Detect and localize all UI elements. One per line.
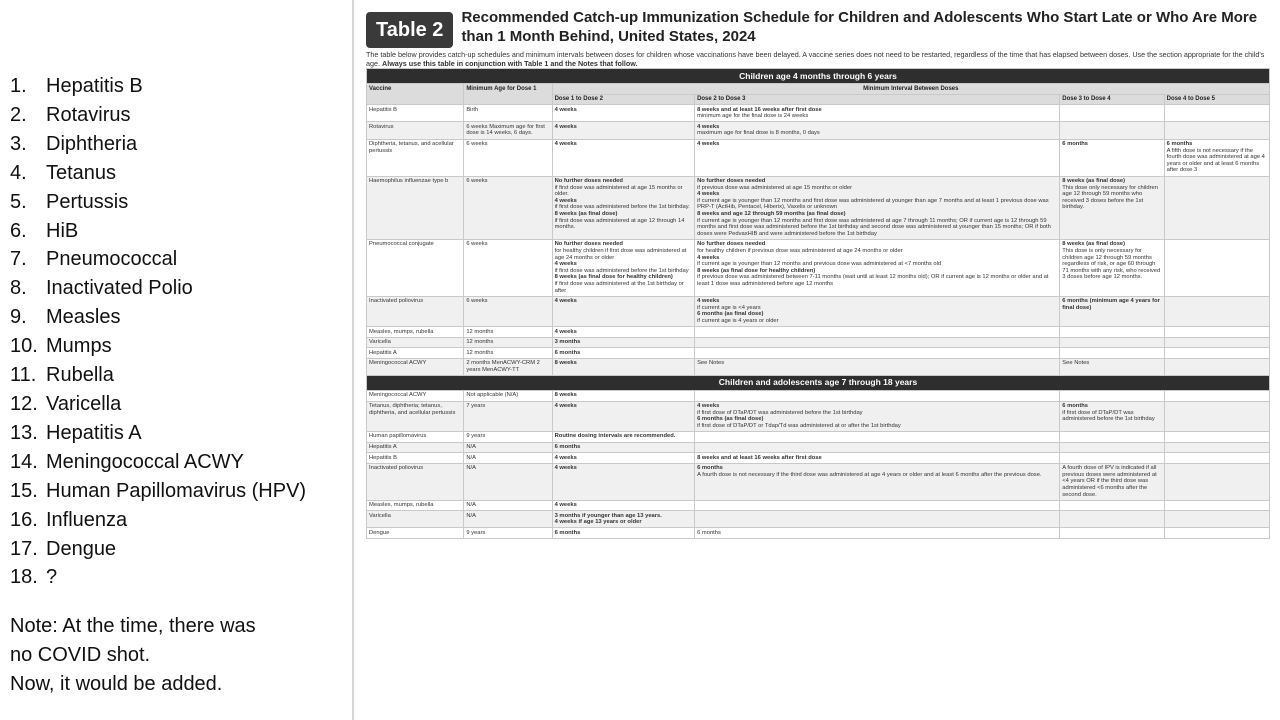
cell-interval-d12 xyxy=(552,296,694,326)
table-row xyxy=(367,327,1270,338)
interval-text: 6 months xyxy=(697,529,721,536)
interval-bold: 6 months xyxy=(554,529,581,536)
cell-interval-d12 xyxy=(552,442,694,453)
left-panel xyxy=(10,72,350,699)
interval-bold: 3 months xyxy=(554,339,581,346)
cell-interval-d45 xyxy=(1164,176,1269,239)
list-item-label: Diphtheria xyxy=(46,132,138,155)
interval-text: if current age is younger than 12 months and first dose was administered at age 7 through 11 months; OR if current age is 12 through 59 months and first dose was administered before the 1st birthday and second dose was administered at younger than 15 months; OR if both doses were PedvaxHIB and were administered before the 1st birthday xyxy=(697,217,1051,237)
interval-text: if first dose was administered at the 1st birthday or after xyxy=(554,280,684,294)
cell-interval-d45 xyxy=(1164,358,1269,375)
list-item xyxy=(10,448,350,477)
cell-interval-d34 xyxy=(1060,463,1164,500)
interval-text: This dose only necessary for children age 12 through 59 months who received 3 doses before the 1st birthday. xyxy=(1062,184,1158,211)
cell-vaccine: Varicella xyxy=(367,337,464,348)
vaccine-list xyxy=(10,72,350,592)
cell-vaccine: Dengue xyxy=(367,528,464,539)
cell-interval-d45 xyxy=(1164,463,1269,500)
cell-interval-d45 xyxy=(1164,453,1269,464)
cell-min-age: 12 months xyxy=(464,327,552,338)
interval-text: maximum age for final dose is 8 months, 0 days xyxy=(697,130,820,137)
cell-interval-d34 xyxy=(1060,442,1164,453)
cell-interval-d12 xyxy=(552,176,694,239)
interval-bold: 6 months xyxy=(554,349,581,356)
interval-text: A fourth dose is not necessary if the third dose was administered at age 4 years or older and at least 6 months after the previous dose. xyxy=(697,471,1042,478)
cell-interval-d34 xyxy=(1060,139,1164,176)
document-intro xyxy=(366,50,1270,68)
cell-interval-d12 xyxy=(552,431,694,442)
cell-vaccine: Rotavirus xyxy=(367,122,464,139)
cell-interval-d34 xyxy=(1060,401,1164,431)
interval-text: See Notes xyxy=(697,360,725,367)
interval-bold: 6 months xyxy=(1062,403,1089,410)
cell-interval-d23 xyxy=(695,239,1060,296)
cell-interval-d12 xyxy=(552,528,694,539)
cell-interval-d34 xyxy=(1060,122,1164,139)
cell-interval-d34 xyxy=(1060,348,1164,359)
interval-text: if first dose was administered at age 15 months or older. xyxy=(554,184,683,198)
list-item-number: 13. xyxy=(10,421,38,444)
interval-bold: 8 weeks (as final dose for healthy children) xyxy=(697,267,816,274)
header-dose-2-3: Dose 2 to Dose 3 xyxy=(695,94,1060,105)
interval-text: if previous dose was administered at age 15 months or older xyxy=(697,184,853,191)
cell-interval-d23 xyxy=(695,105,1060,122)
header-dose-4-5: Dose 4 to Dose 5 xyxy=(1164,94,1269,105)
interval-text: if previous dose was administered between 7-11 months (wait until at least 12 months old); OR if current age is 12 months or older and at least 1 dose was administered before age 12 months xyxy=(697,274,1049,287)
interval-text: if first dose of DTaP/DT was administered before the 1st birthday xyxy=(1062,409,1155,423)
cell-min-age: N/A xyxy=(464,453,552,464)
list-item-number: 17. xyxy=(10,537,38,560)
interval-bold: 6 months (as final dose) xyxy=(697,311,764,318)
table-row xyxy=(367,463,1270,500)
cell-interval-d23 xyxy=(695,139,1060,176)
list-item-number: 18. xyxy=(10,566,38,589)
schedule-table xyxy=(366,68,1270,539)
table-row xyxy=(367,431,1270,442)
interval-bold: 8 weeks xyxy=(554,360,577,367)
interval-bold: No further doses needed xyxy=(697,178,766,185)
table-row xyxy=(367,239,1270,296)
cell-min-age: 6 weeks xyxy=(464,176,552,239)
table-row xyxy=(367,442,1270,453)
cell-interval-d34 xyxy=(1060,296,1164,326)
cell-interval-d34 xyxy=(1060,528,1164,539)
list-item-label: Rotavirus xyxy=(46,103,131,126)
cell-min-age: N/A xyxy=(464,500,552,511)
list-item xyxy=(10,477,350,506)
cell-interval-d34 xyxy=(1060,500,1164,511)
interval-text: if current age is <4 years xyxy=(697,304,761,311)
list-item xyxy=(10,361,350,390)
interval-bold: 8 weeks and at least 16 weeks after first dose xyxy=(697,106,822,113)
interval-bold: 6 months xyxy=(554,444,581,451)
cell-vaccine: Hepatitis B xyxy=(367,105,464,122)
interval-bold: 4 weeks xyxy=(554,328,577,335)
interval-bold: 4 weeks xyxy=(554,403,577,410)
cell-interval-d12 xyxy=(552,348,694,359)
cell-interval-d23 xyxy=(695,176,1060,239)
list-item-number: 11. xyxy=(10,364,37,387)
list-item-number: 9. xyxy=(10,306,27,329)
cell-interval-d23 xyxy=(695,500,1060,511)
note-line-1: Note: At the time, there was xyxy=(10,615,256,638)
interval-bold: 8 weeks (as final dose) xyxy=(1062,241,1126,248)
interval-bold: 6 months xyxy=(1062,141,1089,148)
cell-vaccine: Hepatitis A xyxy=(367,348,464,359)
cell-min-age: 2 months MenACWY-CRM 2 years MenACWY-TT xyxy=(464,358,552,375)
section-band-young xyxy=(367,69,1270,84)
cell-vaccine: Human papillomavirus xyxy=(367,431,464,442)
cell-interval-d23 xyxy=(695,401,1060,431)
interval-bold: 6 months (as final dose) xyxy=(697,416,764,423)
list-item xyxy=(10,303,350,332)
cell-interval-d23 xyxy=(695,296,1060,326)
list-item-label: Pertussis xyxy=(46,190,129,213)
cell-interval-d23 xyxy=(695,528,1060,539)
cell-interval-d23 xyxy=(695,358,1060,375)
interval-bold: No further doses needed xyxy=(697,241,766,248)
header-vaccine: Vaccine xyxy=(367,84,464,105)
section-band-older xyxy=(367,375,1270,390)
cell-vaccine: Diphtheria, tetanus, and acellular pertussis xyxy=(367,139,464,176)
list-item xyxy=(10,188,350,217)
interval-bold: 4 weeks xyxy=(697,298,720,305)
interval-bold: 8 weeks and age 12 through 59 months (as final dose) xyxy=(697,211,846,217)
list-item-label: Hepatitis B xyxy=(46,75,143,97)
list-item-number: 6. xyxy=(10,219,27,242)
cell-interval-d45 xyxy=(1164,401,1269,431)
interval-bold: No further doses needed xyxy=(554,241,623,248)
cell-interval-d12 xyxy=(552,122,694,139)
list-item xyxy=(10,535,350,564)
list-item xyxy=(10,274,350,303)
list-item-number: 2. xyxy=(10,103,27,126)
list-item-label: Pneumococcal xyxy=(46,248,178,271)
cell-vaccine: Hepatitis B xyxy=(367,453,464,464)
cell-min-age: N/A xyxy=(464,511,552,528)
list-item-label: Mumps xyxy=(46,335,112,358)
table-row xyxy=(367,390,1270,401)
list-item-label: Varicella xyxy=(46,392,122,415)
list-item-number: 5. xyxy=(10,190,27,213)
interval-bold: 4 weeks xyxy=(554,123,577,130)
cell-interval-d34 xyxy=(1060,358,1164,375)
cell-min-age: 6 weeks xyxy=(464,296,552,326)
interval-bold: 6 months (minimum age 4 years for final dose) xyxy=(1062,298,1160,311)
cell-min-age: 12 months xyxy=(464,337,552,348)
interval-bold: 8 weeks xyxy=(554,392,577,399)
cell-interval-d45 xyxy=(1164,327,1269,338)
cell-interval-d45 xyxy=(1164,348,1269,359)
list-item-label: Measles xyxy=(46,306,121,329)
table-row xyxy=(367,296,1270,326)
interval-bold: 8 weeks (as final dose) xyxy=(554,211,618,217)
cell-interval-d45 xyxy=(1164,442,1269,453)
document-title: Recommended Catch-up Immunization Schedule for Children and Adolescents Who Start Late or Who Are More than 1 Month Behind, United States, 2024 xyxy=(461,9,1258,45)
interval-bold: 4 weeks xyxy=(697,191,720,198)
intro-text: The table below provides catch-up schedules and minimum intervals between doses for children whose vaccinations have been delayed. A vaccine series does not need to be restarted, regardless of the time that has elapsed between doses. Use the section appropriate for the child's age. xyxy=(366,50,1265,68)
list-item xyxy=(10,217,350,246)
interval-bold: 4 weeks xyxy=(554,298,577,305)
section-title: Children age 4 months through 6 years xyxy=(367,69,1270,84)
cell-interval-d45 xyxy=(1164,239,1269,296)
cell-vaccine: Inactivated poliovirus xyxy=(367,463,464,500)
list-item-label: Influenza xyxy=(46,508,128,531)
interval-bold: 4 weeks if age 13 years or older xyxy=(554,519,642,526)
list-item-label: Dengue xyxy=(46,537,117,560)
interval-bold: 4 weeks xyxy=(554,465,577,472)
cell-interval-d45 xyxy=(1164,500,1269,511)
list-item-number: 4. xyxy=(10,161,27,184)
interval-text: This dose is only necessary for children age 12 through 59 months regardless of risk, or age 60 through 71 months with any risk, who received 3 doses before age 12 months. xyxy=(1062,247,1161,281)
list-item-label: Inactivated Polio xyxy=(46,277,193,300)
list-item xyxy=(10,245,350,274)
interval-bold: 4 weeks xyxy=(697,123,720,130)
cell-interval-d23 xyxy=(695,337,1060,348)
cell-interval-d12 xyxy=(552,401,694,431)
interval-text: if current age is younger than 12 months and previous dose was administered at <7 months old xyxy=(697,261,942,268)
cell-min-age: N/A xyxy=(464,442,552,453)
cell-vaccine: Measles, mumps, rubella xyxy=(367,327,464,338)
cell-interval-d12 xyxy=(552,500,694,511)
interval-bold: 8 weeks (as final dose for healthy children) xyxy=(554,274,673,281)
interval-bold: 4 weeks xyxy=(554,454,577,461)
list-item xyxy=(10,332,350,361)
cell-interval-d34 xyxy=(1060,239,1164,296)
list-item-label: Tetanus xyxy=(46,161,117,184)
note xyxy=(10,612,350,699)
interval-bold: 4 weeks xyxy=(697,141,720,148)
cell-vaccine: Haemophilus influenzae type b xyxy=(367,176,464,239)
table-row xyxy=(367,337,1270,348)
document-header xyxy=(366,8,1270,48)
list-item xyxy=(10,390,350,419)
cell-interval-d45 xyxy=(1164,337,1269,348)
list-item-number: 15. xyxy=(10,479,38,502)
cell-vaccine: Tetanus, diphtheria; tetanus, diphtheria, and acellular pertussis xyxy=(367,401,464,431)
cell-vaccine: Meningococcal ACWY xyxy=(367,358,464,375)
list-item xyxy=(10,130,350,159)
list-item xyxy=(10,72,350,101)
interval-bold: 6 months xyxy=(1166,141,1193,148)
cell-interval-d34 xyxy=(1060,327,1164,338)
interval-text: if current age is 4 years or older xyxy=(697,317,779,324)
cell-interval-d12 xyxy=(552,358,694,375)
interval-text: A fourth dose of IPV is indicated if all previous doses were administered at <4 years OR if the third dose was administered <6 months after the second dose. xyxy=(1062,465,1157,498)
cell-interval-d45 xyxy=(1164,105,1269,122)
interval-text: if first dose of DTaP/DT was administered before the 1st birthday xyxy=(697,409,863,416)
cell-vaccine: Measles, mumps, rubella xyxy=(367,500,464,511)
cell-min-age: 9 years xyxy=(464,431,552,442)
interval-bold: Routine dosing intervals are recommended. xyxy=(554,433,676,440)
interval-bold: 6 months xyxy=(697,465,723,472)
table-row xyxy=(367,500,1270,511)
list-item-label: Meningococcal ACWY xyxy=(46,450,244,473)
list-item xyxy=(10,101,350,130)
cell-interval-d45 xyxy=(1164,528,1269,539)
interval-text: for healthy children if previous dose was administered at age 24 months or older xyxy=(697,247,903,254)
header-min-age: Minimum Age for Dose 1 xyxy=(464,84,552,105)
table-row xyxy=(367,176,1270,239)
interval-bold: 3 months if younger than age 13 years. xyxy=(554,512,662,519)
catch-up-schedule-document xyxy=(352,0,1280,720)
cell-interval-d12 xyxy=(552,511,694,528)
table-row xyxy=(367,105,1270,122)
cell-min-age: 6 weeks xyxy=(464,239,552,296)
table-row xyxy=(367,528,1270,539)
cell-interval-d12 xyxy=(552,453,694,464)
cell-interval-d23 xyxy=(695,327,1060,338)
cell-min-age: 12 months xyxy=(464,348,552,359)
interval-text: if first dose was administered before the 1st birthday xyxy=(554,267,689,274)
cell-vaccine: Varicella xyxy=(367,511,464,528)
cell-interval-d45 xyxy=(1164,431,1269,442)
list-item-label: ? xyxy=(46,566,58,589)
list-item xyxy=(10,159,350,188)
interval-bold: 8 weeks (as final dose) xyxy=(1062,178,1126,185)
cell-vaccine: Meningococcal ACWY xyxy=(367,390,464,401)
list-item-label: Rubella xyxy=(46,364,114,387)
column-header-row xyxy=(367,84,1270,95)
interval-text: if first dose was administered before the 1st birthday. xyxy=(554,204,690,211)
cell-interval-d34 xyxy=(1060,390,1164,401)
list-item-label: Human Papillomavirus (HPV) xyxy=(46,479,307,502)
cell-min-age: 6 weeks xyxy=(464,139,552,176)
cell-interval-d23 xyxy=(695,442,1060,453)
list-item-number: 10. xyxy=(10,335,38,358)
intro-bold-text: Always use this table in conjunction with Table 1 and the Notes that follow. xyxy=(382,59,638,68)
cell-interval-d23 xyxy=(695,431,1060,442)
cell-interval-d45 xyxy=(1164,139,1269,176)
cell-interval-d23 xyxy=(695,511,1060,528)
cell-interval-d12 xyxy=(552,105,694,122)
cell-interval-d12 xyxy=(552,239,694,296)
table-row xyxy=(367,139,1270,176)
section-title: Children and adolescents age 7 through 18 years xyxy=(367,375,1270,390)
note-line-2: no COVID shot. xyxy=(10,644,151,667)
cell-interval-d34 xyxy=(1060,511,1164,528)
cell-interval-d45 xyxy=(1164,511,1269,528)
cell-min-age: 6 weeks Maximum age for first dose is 14 weeks, 6 days. xyxy=(464,122,552,139)
list-item xyxy=(10,563,350,592)
table-row xyxy=(367,401,1270,431)
cell-interval-d23 xyxy=(695,348,1060,359)
list-item-number: 16. xyxy=(10,508,38,531)
cell-interval-d12 xyxy=(552,390,694,401)
list-item-number: 7. xyxy=(10,248,27,271)
interval-bold: No further doses needed xyxy=(554,178,623,185)
list-item-number: 8. xyxy=(10,277,27,300)
interval-text: if first dose of DTaP/DT or Tdap/Td was administered at or after the 1st birthday xyxy=(697,422,901,429)
cell-vaccine: Inactivated poliovirus xyxy=(367,296,464,326)
cell-interval-d34 xyxy=(1060,431,1164,442)
cell-interval-d34 xyxy=(1060,337,1164,348)
interval-bold: 4 weeks xyxy=(554,141,577,148)
cell-interval-d23 xyxy=(695,463,1060,500)
table-badge: Table 2 xyxy=(366,12,453,48)
cell-interval-d23 xyxy=(695,390,1060,401)
cell-interval-d45 xyxy=(1164,390,1269,401)
cell-min-age: 9 years xyxy=(464,528,552,539)
table-row xyxy=(367,348,1270,359)
cell-interval-d34 xyxy=(1060,105,1164,122)
cell-interval-d23 xyxy=(695,122,1060,139)
header-dose-1-2: Dose 1 to Dose 2 xyxy=(552,94,694,105)
table-row xyxy=(367,358,1270,375)
header-min-interval: Minimum Interval Between Doses xyxy=(552,84,1269,95)
interval-bold: 4 weeks xyxy=(697,403,720,410)
list-item-label: HiB xyxy=(46,219,79,242)
cell-interval-d45 xyxy=(1164,296,1269,326)
cell-vaccine: Hepatitis A xyxy=(367,442,464,453)
interval-bold: 4 weeks xyxy=(554,197,577,204)
list-item xyxy=(10,419,350,448)
cell-vaccine: Pneumococcal conjugate xyxy=(367,239,464,296)
interval-text: if current age is younger than 12 months and first dose was administered at younger than age 7 months and at least 1 previous dose was PRP-T (ActHib, Pentacel, Hiberix), Vaxelis or unknown xyxy=(697,197,1049,211)
cell-interval-d34 xyxy=(1060,453,1164,464)
table-row xyxy=(367,453,1270,464)
list-item-number: 3. xyxy=(10,132,27,155)
cell-interval-d12 xyxy=(552,327,694,338)
cell-min-age: Birth xyxy=(464,105,552,122)
interval-bold: 4 weeks xyxy=(697,254,720,261)
table-row xyxy=(367,511,1270,528)
cell-interval-d45 xyxy=(1164,122,1269,139)
interval-text: minimum age for the final dose is 24 weeks xyxy=(697,113,809,120)
cell-min-age: N/A xyxy=(464,463,552,500)
cell-min-age: 7 years xyxy=(464,401,552,431)
interval-text: for healthy children if first dose was administered at age 24 months or older xyxy=(554,247,687,261)
list-item-label: Hepatitis A xyxy=(46,421,142,444)
list-item-number: 1. xyxy=(10,75,27,97)
interval-text: See Notes xyxy=(1062,360,1090,367)
cell-interval-d12 xyxy=(552,463,694,500)
interval-bold: 8 weeks and at least 16 weeks after first dose xyxy=(697,454,822,461)
header-dose-3-4: Dose 3 to Dose 4 xyxy=(1060,94,1164,105)
note-line-3: Now, it would be added. xyxy=(10,673,223,696)
interval-bold: 4 weeks xyxy=(554,502,577,509)
list-item-number: 14. xyxy=(10,450,38,473)
cell-min-age: Not applicable (N/A) xyxy=(464,390,552,401)
list-item-number: 12. xyxy=(10,392,38,415)
interval-text: if first dose was administered at age 12 through 14 months. xyxy=(554,217,685,231)
cell-interval-d34 xyxy=(1060,176,1164,239)
cell-interval-d12 xyxy=(552,139,694,176)
cell-interval-d12 xyxy=(552,337,694,348)
interval-text: A fifth dose is not necessary if the fourth dose was administered at age 4 years or older and at least 6 months after dose 3 xyxy=(1166,147,1265,174)
table-row xyxy=(367,122,1270,139)
interval-bold: 4 weeks xyxy=(554,106,577,113)
list-item xyxy=(10,506,350,535)
cell-interval-d23 xyxy=(695,453,1060,464)
interval-bold: 4 weeks xyxy=(554,261,577,268)
